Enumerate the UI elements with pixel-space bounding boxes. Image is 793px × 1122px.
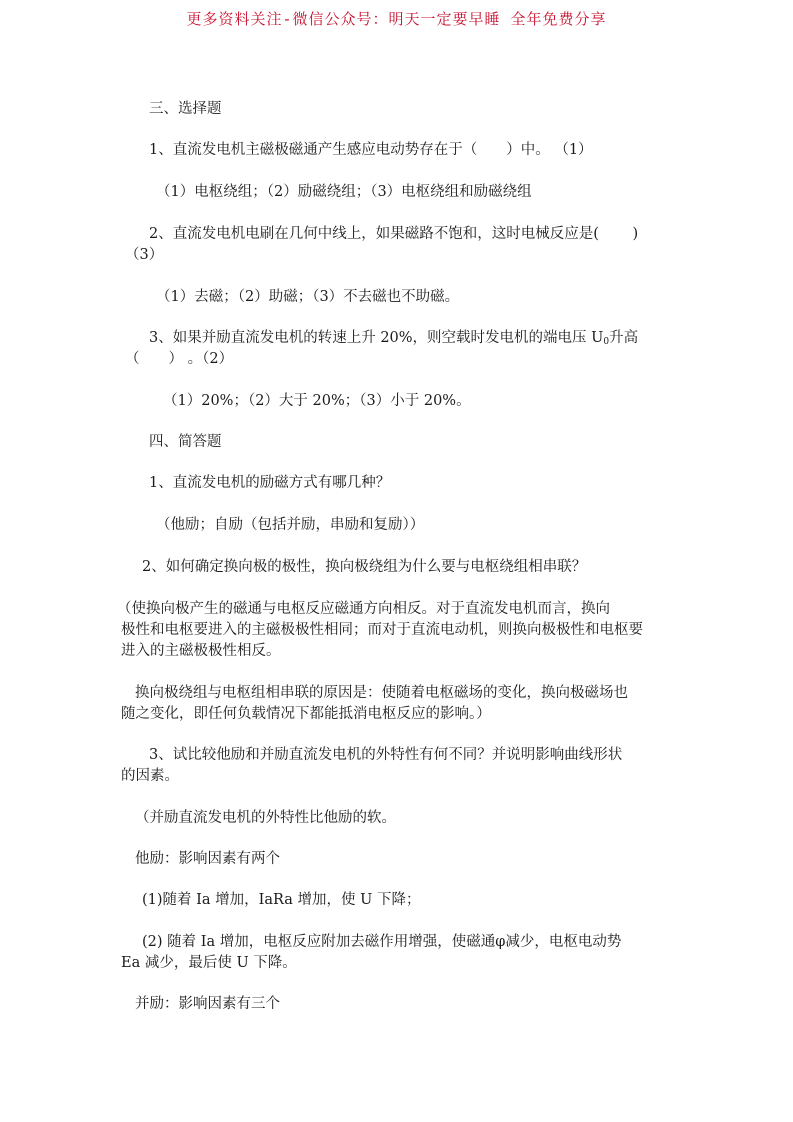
section-heading-short-answer: 四、简答题 [149,434,222,450]
answer-2-para-2-line-1: 换向极绕组与电枢组相串联的原因是：使随着电枢磁场的变化，换向极磁场也 [135,685,628,701]
answer-2-para-1-line-3: 进入的主磁极极性相反。 [121,643,281,659]
separate-excitation-factor-2-line-1: (2) 随着 Ia 增加，电枢反应附加去磁作用增强，使磁通φ减少，电枢电动势 [142,934,622,950]
separate-excitation-factor-1: (1)随着 Ia 增加，IaRa 增加，使 U 下降； [142,892,421,908]
answer-3-question-line-1: 3、试比较他励和并励直流发电机的外特性有何不同？并说明影响曲线形状 [149,747,623,763]
question-1-options: （1）电枢绕组；（2）励磁绕组；（3）电枢绕组和励磁绕组 [156,184,532,200]
question-2-options: （1）去磁；（2）助磁；（3）不去磁也不助磁。 [156,289,460,305]
answer-1-question: 1、直流发电机的励磁方式有哪几种？ [149,475,391,491]
answer-2-para-1-line-1: （使换向极产生的磁通与电枢反应磁通方向相反。对于直流发电机而言，换向 [117,601,610,617]
section-heading-choice: 三、选择题 [149,101,222,117]
question-1: 1、直流发电机主磁极磁通产生感应电动势存在于（ ）中。 （1） [149,142,593,158]
answer-1-text: （他励；自励（包括并励，串励和复励）） [156,517,425,533]
answer-2-para-1-line-2: 极性和电枢要进入的主磁极极性相同；而对于直流电动机，则换向极极性和电枢要 [121,622,643,638]
answer-2-question: 2、如何确定换向极的极性，换向极绕组为什么要与电枢绕组相串联？ [142,559,587,575]
question-2-line-1: 2、直流发电机电刷在几何中线上，如果磁路不饱和，这时电械反应是( ) [149,226,639,242]
answer-2-para-2-line-2: 随之变化，即任何负载情况下都能抵消电枢反应的影响。） [121,706,491,722]
question-3-line-1: 3、如果并励直流发电机的转速上升 20%，则空载时发电机的端电压 $U_0$升高 [149,330,639,347]
question-3-options: （1）20%；（2）大于 20%；（3）小于 20%。 [163,393,471,409]
answer-3-question-line-2: 的因素。 [121,768,179,784]
shunt-excitation-heading: 并励：影响因素有三个 [135,996,280,1012]
question-2-line-2: （3） [125,247,164,263]
question-3-line-2: （ ） 。（2） [125,351,234,367]
answer-3-text: （并励直流发电机的外特性比他励的软。 [135,810,396,826]
separate-excitation-factor-2-line-2: Ea 减少，最后使 U 下降。 [121,955,297,971]
separate-excitation-heading: 他励：影响因素有两个 [135,851,280,867]
watermark-banner: 更多资料关注-微信公众号：明天一定要早睡 全年免费分享 [186,10,607,28]
